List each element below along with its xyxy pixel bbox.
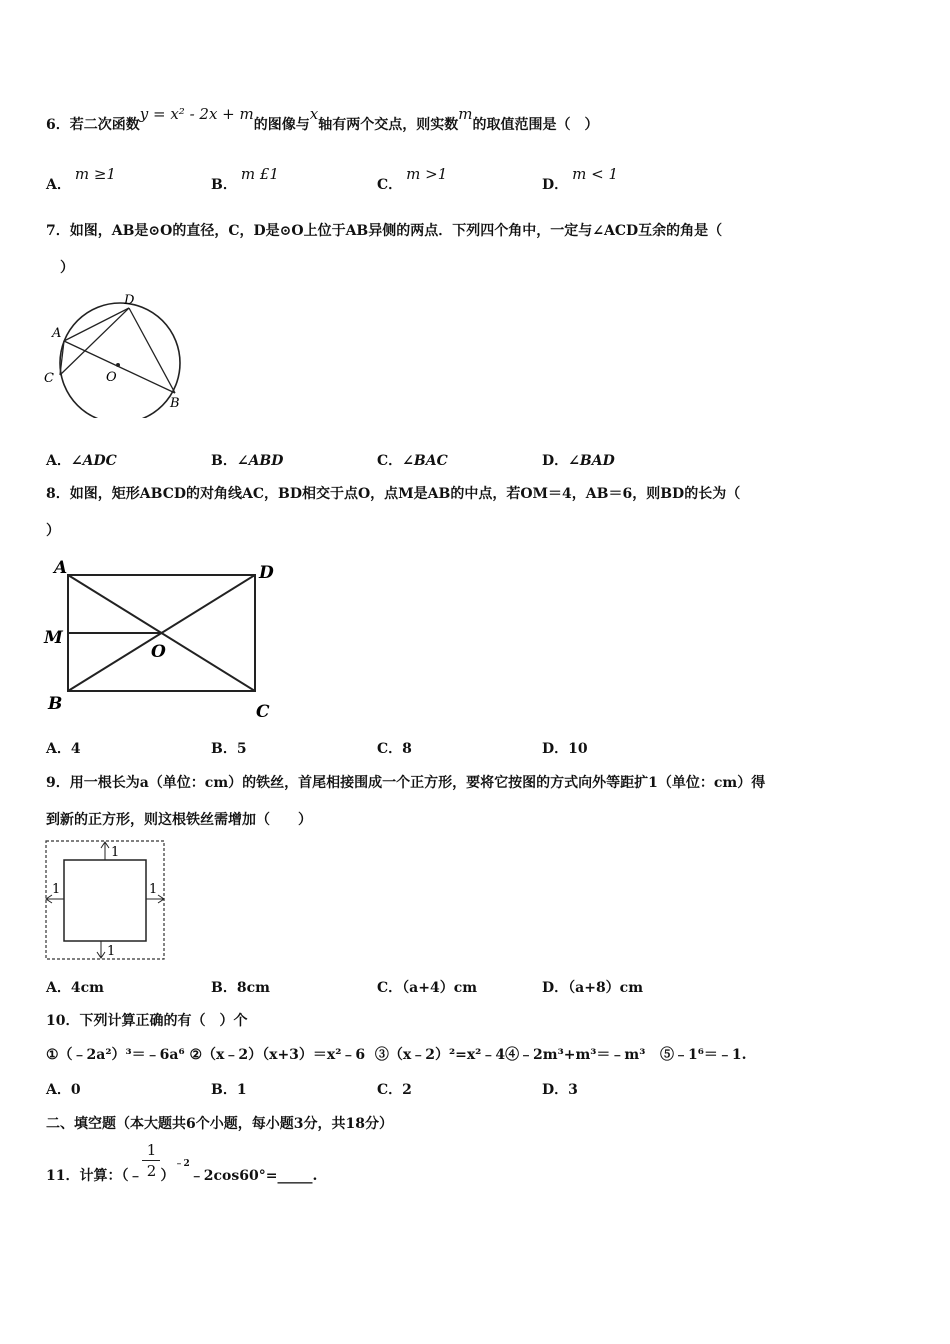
- label-a: A: [54, 558, 68, 578]
- q8-option-b[interactable]: B．5: [211, 741, 247, 757]
- label-o: O: [106, 370, 117, 385]
- q6-middle2: 轴有两个交点，则实数: [318, 117, 459, 133]
- question-7-line1: 7．如图，AB是⊙O的直径，C，D是⊙O上位于AB异侧的两点．下列四个角中，一定与∠ACD互余的角是（: [46, 223, 723, 239]
- q10-item-4: ④﹣2m³+m³＝﹣m³: [505, 1047, 646, 1063]
- question-10-stem: 10．下列计算正确的有（ ）个: [46, 1013, 248, 1029]
- q6-var-x: x: [309, 105, 319, 123]
- label-bottom: 1: [107, 944, 116, 959]
- label-c: C: [44, 371, 54, 386]
- q8-option-a[interactable]: A．4: [46, 741, 81, 757]
- q11-exponent: ﹣2: [174, 1159, 190, 1169]
- q8-options: [46, 738, 906, 760]
- label-b: B: [170, 396, 180, 411]
- q6-number: 6．: [46, 117, 70, 133]
- q8-option-d[interactable]: D．10: [542, 741, 588, 757]
- q7-options: [46, 450, 906, 472]
- label-top: 1: [111, 845, 120, 860]
- q6-option-c[interactable]: C．m >1: [377, 165, 448, 193]
- label-o: O: [151, 642, 166, 662]
- circle-o: [60, 303, 180, 418]
- q6-option-d[interactable]: D．m < 1: [542, 165, 619, 193]
- q6-suffix: 的取值范围是（ ）: [472, 117, 599, 133]
- q7-option-d[interactable]: D．∠BAD: [542, 453, 615, 469]
- q11-fraction: [142, 1140, 160, 1181]
- q8-rectangle-figure: [40, 555, 285, 725]
- question-8-line2: ）: [46, 523, 60, 539]
- question-11: [46, 1140, 317, 1190]
- q10-item-2: ②（x﹣2）（x+3）＝x²﹣6: [189, 1047, 366, 1063]
- q9-option-a[interactable]: A．4cm: [46, 980, 104, 996]
- question-6: [46, 105, 599, 135]
- q11-frac-den: 2: [146, 1162, 157, 1180]
- section-2-title: 二、填空题（本大题共6个小题，每小题3分，共18分）: [46, 1116, 393, 1132]
- label-c: C: [256, 702, 270, 722]
- question-9-line1: 9．用一根长为a（单位：cm）的铁丝，首尾相接围成一个正方形，要将它按图的方式向外等距扩1（单位：cm）得: [46, 775, 766, 791]
- q6-middle: 的图像与: [253, 117, 310, 133]
- q6-option-a[interactable]: A．m ≥1: [46, 165, 116, 193]
- label-left: 1: [52, 882, 61, 897]
- label-b: B: [48, 694, 63, 714]
- q10-option-c[interactable]: C．2: [377, 1082, 412, 1098]
- label-m: M: [44, 628, 63, 648]
- label-right: 1: [149, 882, 158, 897]
- chord-db: [129, 308, 175, 393]
- q11-rest: ﹣2cos60°=_____.: [189, 1167, 318, 1184]
- q9-square-figure: [44, 838, 169, 963]
- q9-options: [46, 977, 906, 999]
- q11-frac-num: 1: [142, 1140, 160, 1161]
- q6-function: y = x² - 2x + m: [139, 105, 254, 123]
- question-9-line2: 到新的正方形，则这根铁丝需增加（ ）: [46, 812, 312, 828]
- label-d: D: [259, 563, 274, 583]
- q10-item-5: ⑤﹣1⁶＝﹣1.: [660, 1047, 747, 1063]
- inner-square: [64, 860, 146, 941]
- chord-ab: [64, 341, 175, 393]
- q11-prefix: 11．计算：（﹣: [46, 1167, 143, 1184]
- q10-option-d[interactable]: D．3: [542, 1082, 578, 1098]
- q9-option-c[interactable]: C．（a+4）cm: [377, 980, 478, 996]
- q7-option-a[interactable]: A．∠ADC: [46, 453, 117, 469]
- q8-option-c[interactable]: C．8: [377, 741, 412, 757]
- label-d: D: [124, 293, 135, 308]
- question-10-items: [46, 1045, 747, 1065]
- label-a: A: [52, 326, 62, 341]
- q7-option-b[interactable]: B．∠ABD: [211, 453, 284, 469]
- question-8-line1: 8．如图，矩形ABCD的对角线AC，BD相交于点O，点M是AB的中点，若OM＝4，AB＝6，则BD的长为（: [46, 486, 741, 502]
- q10-options: [46, 1079, 906, 1101]
- q9-option-b[interactable]: B．8cm: [211, 980, 270, 996]
- q10-item-3: ③（x﹣2）²=x²﹣4: [374, 1047, 506, 1063]
- q11-suffix: ）: [160, 1167, 175, 1184]
- q6-options: [46, 164, 906, 193]
- q9-option-d[interactable]: D．（a+8）cm: [542, 980, 644, 996]
- q7-option-c[interactable]: C．∠BAC: [377, 453, 448, 469]
- q6-var-m: m: [458, 105, 473, 123]
- q6-prefix: 若二次函数: [69, 117, 140, 133]
- center-point: [116, 363, 120, 367]
- q7-circle-figure: [40, 288, 190, 418]
- q10-option-a[interactable]: A．0: [46, 1082, 81, 1098]
- q10-item-1: ①（﹣2a²）³＝﹣6a⁶: [46, 1047, 185, 1063]
- q6-option-b[interactable]: B．m £1: [211, 165, 279, 193]
- q10-option-b[interactable]: B．1: [211, 1082, 247, 1098]
- question-7-line2: ）: [60, 260, 74, 276]
